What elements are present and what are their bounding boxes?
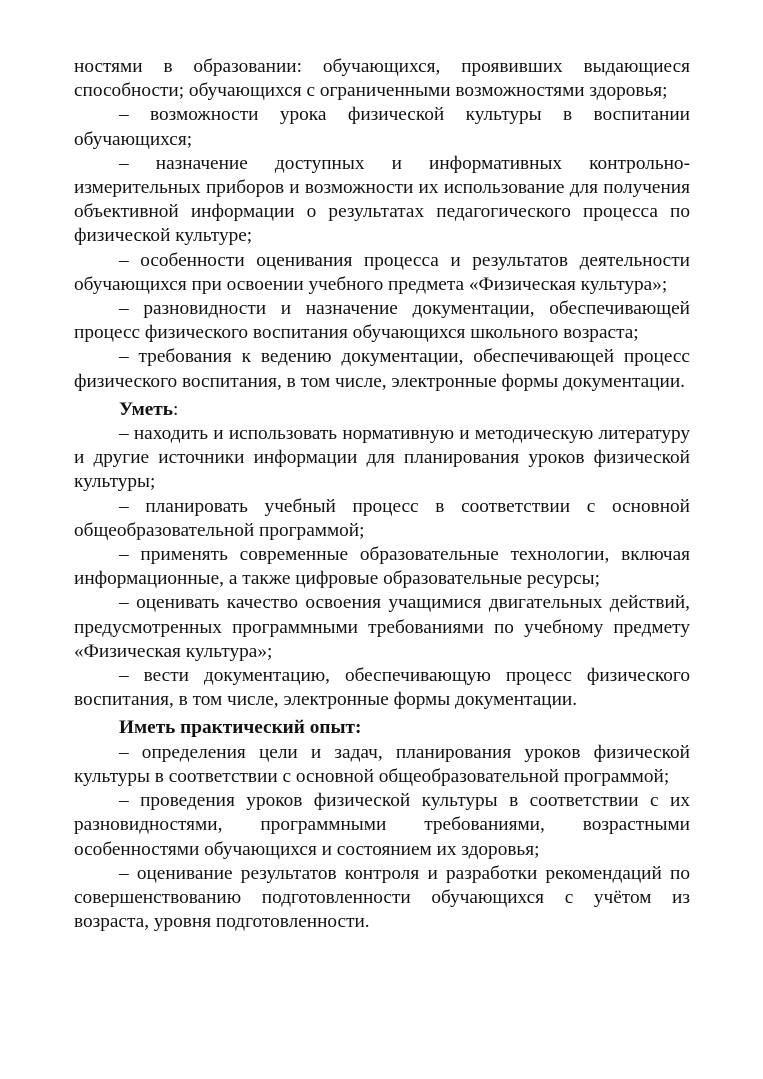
skill-item: – вести документацию, обеспечивающую процесс физического воспитания, в том числе, электронные формы документации. [74,665,690,711]
skills-heading-colon: : [172,398,179,420]
know-item: – назначение доступных и информативных контрольно-измерительных приборов и возможности их использование для получения объективной информации о результатах педагогического процесса по физической культуре; [74,152,690,247]
document-page [74,55,690,934]
experience-heading: Иметь практический опыт: [119,717,362,739]
experience-item: – определения цели и задач, планирования уроков физической культуры в соответствии с основной общеобразовательной программой; [74,741,690,787]
know-item: – возможности урока физической культуры в воспитании обучающихся; [74,104,690,150]
skill-item: – находить и использовать нормативную и методическую литературу и другие источники информации для планирования уроков физической культуры; [74,423,690,493]
experience-item: – оценивание результатов контроля и разработки рекомендаций по совершенствованию подготовленности обучающихся с учётом из возраста, уровня подготовленности. [74,862,690,933]
know-item: – требования к ведению документации, обеспечивающей процесс физического воспитания, в том числе, электронные формы документации. [74,346,690,392]
skills-heading [74,398,690,422]
skill-item: – оценивать качество освоения учащимися двигательных действий, предусмотренных программными требованиями по учебному предмету «Физическая культура»; [74,592,690,662]
skills-heading-text: Уметь [119,398,173,420]
know-item: – разновидности и назначение документации, обеспечивающей процесс физического воспитания обучающихся школьного возраста; [74,298,690,344]
experience-item: – проведения уроков физической культуры в соответствии с их разновидностями, программными требованиями, возрастными особенностями обучающихся и состоянием их здоровья; [74,790,690,860]
skill-item: – применять современные образовательные технологии, включая информационные, а также цифровые образовательные ресурсы; [74,544,690,590]
continuation-paragraph: ностями в образовании: обучающихся, проявивших выдающиеся способности; обучающихся с ограниченными возможностями здоровья; [74,56,690,102]
skill-item: – планировать учебный процесс в соответствии с основной общеобразовательной программой; [74,495,690,541]
know-item: – особенности оценивания процесса и результатов деятельности обучающихся при освоении учебного предмета «Физическая культура»; [74,249,690,295]
